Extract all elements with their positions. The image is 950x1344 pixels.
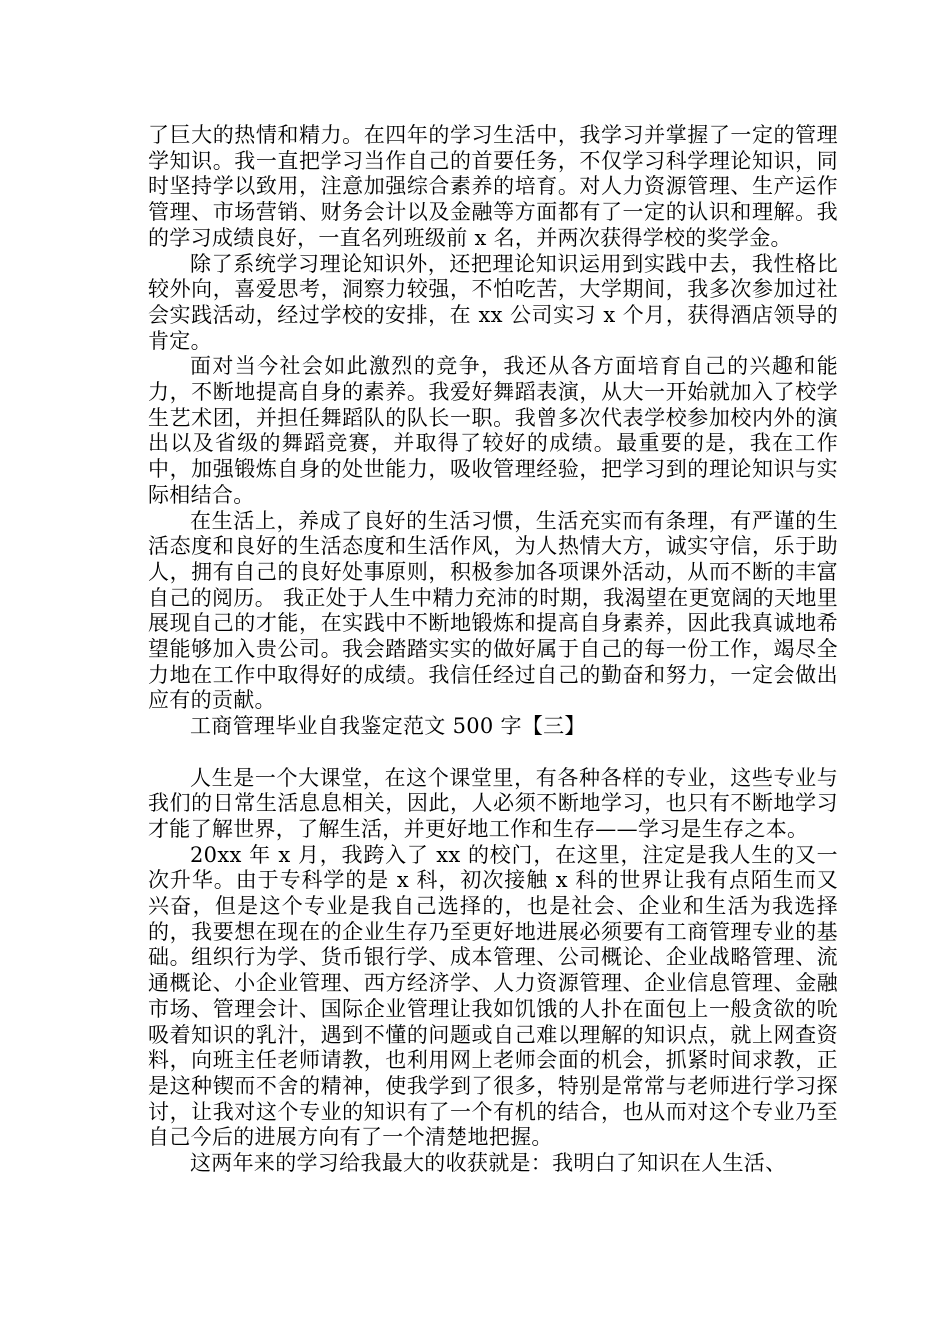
paragraph-harvest: 这两年来的学习给我最大的收获就是：我明白了知识在人生活、: [190, 1151, 787, 1176]
paragraph-continued: 了巨大的热情和精力。在四年的学习生活中，我学习并掌握了一定的管理学知识。我一直把学习当作自己的首要任务，不仅学习科学理论知识，同时坚持学以致用，注意加强综合素养的培育。对人力资源管理、生产运作管理、市场营销、财务会计以及金融等方面都有了一定的认识和理解。我的学习成绩良好，一直名列班级前 x 名，并两次获得学校的奖学金。: [148, 123, 838, 250]
paragraph-competition: 面对当今社会如此激烈的竞争，我还从各方面培育自己的兴趣和能力，不断地提高自身的素养。我爱好舞蹈表演，从大一开始就加入了校学生艺术团，并担任舞蹈队的队长一职。我曾多次代表学校参加校内外的演出以及省级的舞蹈竞赛，并取得了较好的成绩。最重要的是，我在工作中，加强锻炼自身的处世能力，吸收管理经验，把学习到的理论知识与实际相结合。: [148, 354, 838, 507]
paragraph-practice: 除了系统学习理论知识外，还把理论知识运用到实践中去，我性格比较外向，喜爱思考，洞察力较强，不怕吃苦，大学期间，我多次参加过社会实践活动，经过学校的安排，在 xx 公司实习 x 个月，获得酒店领导的肯定。: [148, 251, 838, 353]
paragraph-life: 在生活上，养成了良好的生活习惯，生活充实而有条理，有严谨的生活态度和良好的生活态度和生活作风，为人热情大方，诚实守信，乐于助人，拥有自己的良好处事原则，积极参加各项课外活动，从而不断的丰富自己的阅历。 我正处于人生中精力充沛的时期，我渴望在更宽阔的天地里展现自己的才能，在实践中不断地锻炼和提高自身素养，因此我真诚地希望能够加入贵公司。我会踏踏实实的做好属于自己的每一份工作，竭尽全力地在工作中取得好的成绩。我信任经过自己的勤奋和努力，一定会做出应有的贡献。: [148, 508, 838, 713]
paragraph-life-classroom: 人生是一个大课堂，在这个课堂里，有各种各样的专业，这些专业与我们的日常生活息息相关，因此，人必须不断地学习，也只有不断地学习才能了解世界，了解生活，并更好地工作和生存——学习是生存之本。: [148, 765, 838, 841]
document-body: [148, 123, 838, 1177]
blank-line: [148, 740, 838, 766]
paragraph-school-entry: 20xx 年 x 月，我跨入了 xx 的校门，在这里，注定是我人生的又一次升华。由于专科学的是 x 科，初次接触 x 科的世界让我有点陌生而又兴奋，但是这个专业是我自己选择的，也是社会、企业和生活为我选择的，我要想在现在的企业生存乃至更好地进展必须要有工商管理专业的基础。组织行为学、货币银行学、成本管理、公司概论、企业战略管理、流通概论、小企业管理、西方经济学、人力资源管理、企业信息管理、金融市场、管理会计、国际企业管理让我如饥饿的人扑在面包上一般贪欲的吮吸着知识的乳汁，遇到不懂的问题或自己难以理解的知识点，就上网查资料，向班主任老师请教，也利用网上老师会面的机会，抓紧时间求教，正是这种锲而不舍的精神，使我学到了很多，特别是常常与老师进行学习探讨，让我对这个专业的知识有了一个有机的结合，也从而对这个专业乃至自己今后的进展方向有了一个清楚地把握。: [148, 842, 838, 1150]
section-heading: 工商管理毕业自我鉴定范文 500 字【三】: [190, 714, 586, 739]
